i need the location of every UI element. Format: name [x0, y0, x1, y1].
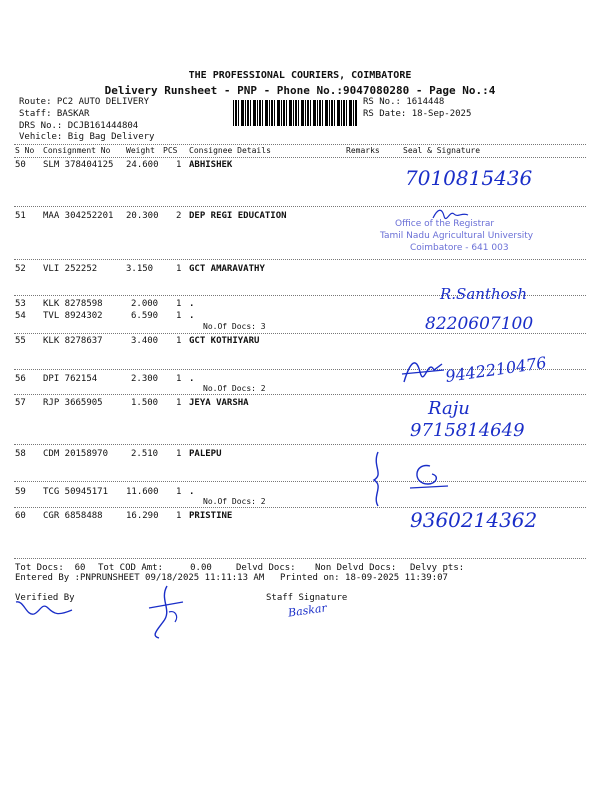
- document-title: THE PROFESSIONAL COURIERS, COIMBATORE: [188, 70, 412, 81]
- row-weight: 11.600: [126, 487, 159, 497]
- row-consignment: TCG 50945171: [43, 487, 109, 497]
- row-sno: 50: [15, 160, 26, 170]
- row-consignee: GCT AMARAVATHY: [189, 264, 265, 274]
- col-sno: S No: [15, 146, 35, 155]
- verified-by-label: Verified By: [15, 593, 75, 603]
- row-consignee: .: [189, 299, 195, 309]
- handwritten-name-57: Raju: [428, 398, 470, 419]
- col-pcs: PCS: [163, 146, 178, 155]
- row-consignment: VLI 252252: [43, 264, 98, 274]
- row-pcs: 1: [176, 299, 182, 309]
- total-docs: Tot Docs: 60: [15, 563, 86, 573]
- staff-signature: Baskar: [287, 601, 328, 620]
- runsheet-subtitle: Delivery Runsheet - PNP - Phone No.:9047080280 - Page No.:4: [104, 84, 496, 97]
- verified-by-signature: [14, 596, 76, 620]
- row-pcs: 1: [176, 487, 182, 497]
- row-consignee: DEP REGI EDUCATION: [189, 211, 287, 221]
- rs-date: RS Date: 18-Sep-2025: [363, 109, 472, 119]
- row-consignee: PALEPU: [189, 449, 222, 459]
- handwritten-phone-54: 8220607100: [425, 314, 534, 334]
- row-consignee: ABHISHEK: [189, 160, 233, 170]
- row-consignee: GCT KOTHIYARU: [189, 336, 260, 346]
- row-sno: 57: [15, 398, 26, 408]
- vehicle: Vehicle: Big Bag Delivery: [19, 132, 155, 142]
- header-rule-bottom: [14, 157, 586, 158]
- row-weight: 2.510: [131, 449, 159, 459]
- row-weight: 2.000: [131, 299, 159, 309]
- row-sno: 56: [15, 374, 26, 384]
- row-consignee: PRISTINE: [189, 511, 233, 521]
- row-sno: 54: [15, 311, 26, 321]
- table-bottom-rule: [14, 558, 586, 559]
- row-consignment: SLM 378404125: [43, 160, 114, 170]
- row-pcs: 2: [176, 211, 182, 221]
- handwritten-phone-56: 9442210476: [444, 353, 548, 386]
- delivered-docs: Delvd Docs:: [236, 563, 296, 573]
- row-weight: 20.300: [126, 211, 159, 221]
- row-divider: [14, 481, 586, 482]
- row-weight: 6.590: [131, 311, 159, 321]
- row-divider: [14, 444, 586, 445]
- row-docs-count: No.Of Docs: 2: [203, 497, 266, 506]
- signature-56: [400, 352, 445, 388]
- drs-number: DRS No.: DCJB161444804: [19, 121, 139, 131]
- row-consignment: DPI 762154: [43, 374, 98, 384]
- row-pcs: 1: [176, 511, 182, 521]
- route: Route: PC2 AUTO DELIVERY: [19, 97, 150, 107]
- row-consignment: TVL 8924302: [43, 311, 103, 321]
- row-weight: 3.400: [131, 336, 159, 346]
- col-consignment: Consignment No: [43, 146, 111, 155]
- printed-on: Printed on: 18-09-2025 11:39:07: [280, 573, 448, 583]
- non-delivered-docs: Non Delvd Docs:: [315, 563, 397, 573]
- row-divider: [14, 259, 586, 260]
- handwritten-phone-57: 9715814649: [410, 420, 525, 441]
- row-docs-count: No.Of Docs: 2: [203, 384, 266, 393]
- row-sno: 55: [15, 336, 26, 346]
- row-pcs: 1: [176, 311, 182, 321]
- entered-by: Entered By :PNPRUNSHEET 09/18/2025 11:11:13 AM: [15, 573, 265, 583]
- row-consignment: CGR 6858488: [43, 511, 103, 521]
- stamp-line-1: Office of the Registrar: [395, 219, 495, 229]
- row-weight: 3.150: [126, 264, 154, 274]
- row-weight: 16.290: [126, 511, 159, 521]
- total-cod-amount: Tot COD Amt: 0.00: [98, 563, 212, 573]
- handwritten-phone-50: 7010815436: [405, 166, 533, 190]
- row-sno: 58: [15, 449, 26, 459]
- rs-number: RS No.: 1614448: [363, 97, 445, 107]
- row-divider: [14, 206, 586, 207]
- signature-51: [430, 206, 470, 222]
- col-consignee: Consignee Details: [189, 146, 271, 155]
- row-consignee: .: [189, 311, 195, 321]
- row-sno: 52: [15, 264, 26, 274]
- header-rule-top: [14, 144, 586, 145]
- second-signature: [145, 582, 187, 642]
- row-pcs: 1: [176, 398, 182, 408]
- row-consignment: CDM 20158970: [43, 449, 109, 459]
- row-divider: [14, 394, 586, 395]
- signature-brace-58-59: [370, 448, 450, 508]
- stamp-line-3: Coimbatore - 641 003: [410, 243, 509, 253]
- staff: Staff: BASKAR: [19, 109, 90, 119]
- staff-signature-label: Staff Signature: [266, 593, 348, 603]
- row-consignment: RJP 3665905: [43, 398, 103, 408]
- row-consignee: .: [189, 374, 195, 384]
- row-consignee: .: [189, 487, 195, 497]
- handwritten-phone-60: 9360214362: [410, 508, 538, 532]
- barcode: [233, 100, 358, 126]
- row-pcs: 1: [176, 264, 182, 274]
- row-consignee: JEYA VARSHA: [189, 398, 249, 408]
- col-seal-signature: Seal & Signature: [403, 146, 481, 155]
- col-weight: Weight: [126, 146, 155, 155]
- row-sno: 59: [15, 487, 26, 497]
- row-pcs: 1: [176, 336, 182, 346]
- row-weight: 1.500: [131, 398, 159, 408]
- row-consignment: KLK 8278637: [43, 336, 103, 346]
- row-weight: 24.600: [126, 160, 159, 170]
- col-remarks: Remarks: [346, 146, 380, 155]
- row-sno: 53: [15, 299, 26, 309]
- row-sno: 51: [15, 211, 26, 221]
- row-weight: 2.300: [131, 374, 159, 384]
- row-consignment: KLK 8278598: [43, 299, 103, 309]
- delivery-points: Delvy pts:: [410, 563, 465, 573]
- stamp-line-2: Tamil Nadu Agricultural University: [380, 231, 534, 241]
- row-consignment: MAA 304252201: [43, 211, 114, 221]
- handwritten-name-53: R.Santhosh: [440, 285, 528, 303]
- row-sno: 60: [15, 511, 26, 521]
- row-pcs: 1: [176, 160, 182, 170]
- row-docs-count: No.Of Docs: 3: [203, 322, 266, 331]
- row-pcs: 1: [176, 449, 182, 459]
- row-pcs: 1: [176, 374, 182, 384]
